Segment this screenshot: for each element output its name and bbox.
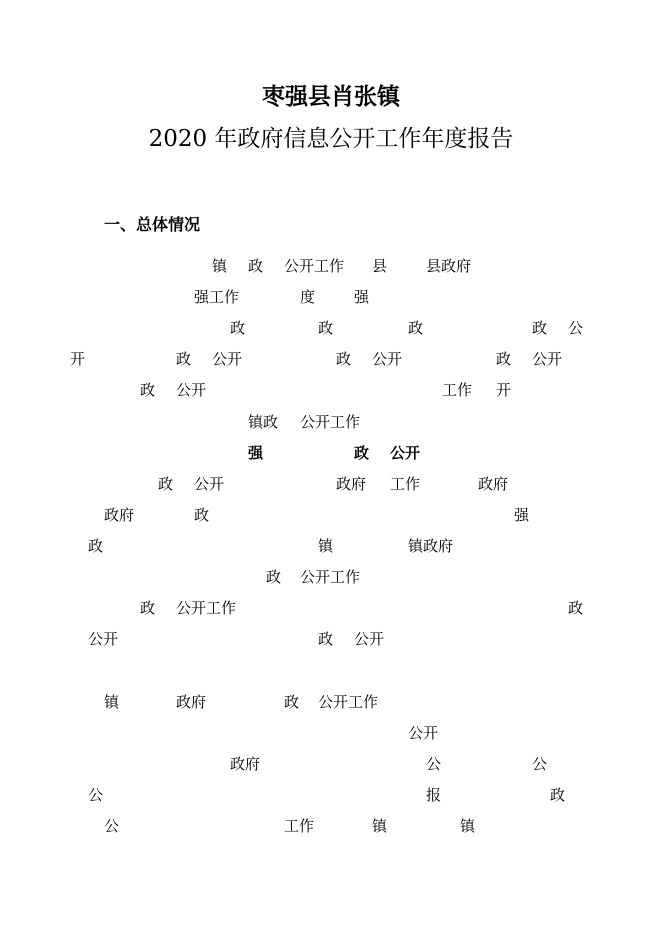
text-fragment: 报 bbox=[426, 786, 442, 804]
text-fragment: 公开 bbox=[372, 350, 403, 368]
text-fragment: 政 bbox=[176, 350, 192, 368]
text-fragment: 公开 bbox=[390, 444, 421, 462]
text-fragment: 镇 bbox=[104, 693, 120, 711]
text-fragment: 政 bbox=[140, 381, 156, 399]
text-fragment: 政 bbox=[284, 693, 300, 711]
text-fragment: 政 bbox=[408, 319, 424, 337]
text-fragment: 工作 bbox=[390, 475, 421, 493]
text-fragment: 政 bbox=[318, 319, 334, 337]
text-fragment: 政 bbox=[140, 599, 156, 617]
text-fragment: 公开工作 bbox=[284, 257, 345, 275]
text-fragment: 镇 bbox=[372, 817, 388, 835]
section-heading: 一、总体情况 bbox=[104, 215, 201, 234]
text-fragment: 政府 bbox=[230, 755, 261, 773]
text-fragment: 政 bbox=[496, 350, 512, 368]
text-fragment: 政 bbox=[354, 444, 370, 462]
text-fragment: 公开 bbox=[408, 724, 439, 742]
text-fragment: 公开工作 bbox=[300, 568, 361, 586]
text-fragment: 县政府 bbox=[426, 257, 472, 275]
document-title-line-1: 枣强县肖张镇 bbox=[262, 83, 400, 110]
text-fragment: 开 bbox=[496, 381, 512, 399]
text-fragment: 公开 bbox=[212, 350, 243, 368]
text-fragment: 政 bbox=[532, 319, 548, 337]
text-fragment: 政 bbox=[248, 257, 264, 275]
text-fragment: 政 bbox=[318, 630, 334, 648]
text-fragment: 公 bbox=[88, 786, 104, 804]
text-fragment: 镇 bbox=[460, 817, 476, 835]
text-fragment: 政 bbox=[266, 568, 282, 586]
text-fragment: 公 bbox=[104, 817, 120, 835]
text-fragment: 政 bbox=[194, 506, 210, 524]
text-fragment: 政府 bbox=[478, 475, 509, 493]
text-fragment: 公 bbox=[426, 755, 442, 773]
text-fragment: 公开工作 bbox=[300, 413, 361, 431]
text-fragment: 政府 bbox=[336, 475, 367, 493]
text-fragment: 政 bbox=[336, 350, 352, 368]
text-fragment: 公开工作 bbox=[318, 693, 379, 711]
text-fragment: 公 bbox=[532, 755, 548, 773]
text-fragment: 强 bbox=[248, 444, 264, 462]
text-fragment: 公开 bbox=[532, 350, 563, 368]
text-fragment: 强 bbox=[514, 506, 530, 524]
text-fragment: 政府 bbox=[176, 693, 207, 711]
text-fragment: 公开 bbox=[176, 381, 207, 399]
text-fragment: 政 bbox=[158, 475, 174, 493]
text-fragment: 公开工作 bbox=[176, 599, 237, 617]
text-fragment: 政 bbox=[230, 319, 246, 337]
text-fragment: 镇 bbox=[212, 257, 228, 275]
text-fragment: 县 bbox=[372, 257, 388, 275]
document-title-line-2: 2020 年政府信息公开工作年度报告 bbox=[148, 126, 514, 152]
text-fragment: 镇 bbox=[318, 537, 334, 555]
text-fragment: 度 bbox=[300, 288, 316, 306]
text-fragment: 公开 bbox=[88, 630, 119, 648]
text-fragment: 镇政府 bbox=[408, 537, 454, 555]
text-fragment: 强 bbox=[354, 288, 370, 306]
text-fragment: 政 bbox=[88, 537, 104, 555]
text-fragment: 强工作 bbox=[194, 288, 240, 306]
text-fragment: 工作 bbox=[442, 381, 473, 399]
text-fragment: 镇政 bbox=[248, 413, 279, 431]
text-fragment: 政府 bbox=[104, 506, 135, 524]
text-fragment: 政 bbox=[550, 786, 566, 804]
text-fragment: 开 bbox=[70, 350, 86, 368]
text-fragment: 公 bbox=[568, 319, 584, 337]
text-fragment: 政 bbox=[568, 599, 584, 617]
text-fragment: 公开 bbox=[194, 475, 225, 493]
text-fragment: 工作 bbox=[284, 817, 315, 835]
text-fragment: 公开 bbox=[354, 630, 385, 648]
